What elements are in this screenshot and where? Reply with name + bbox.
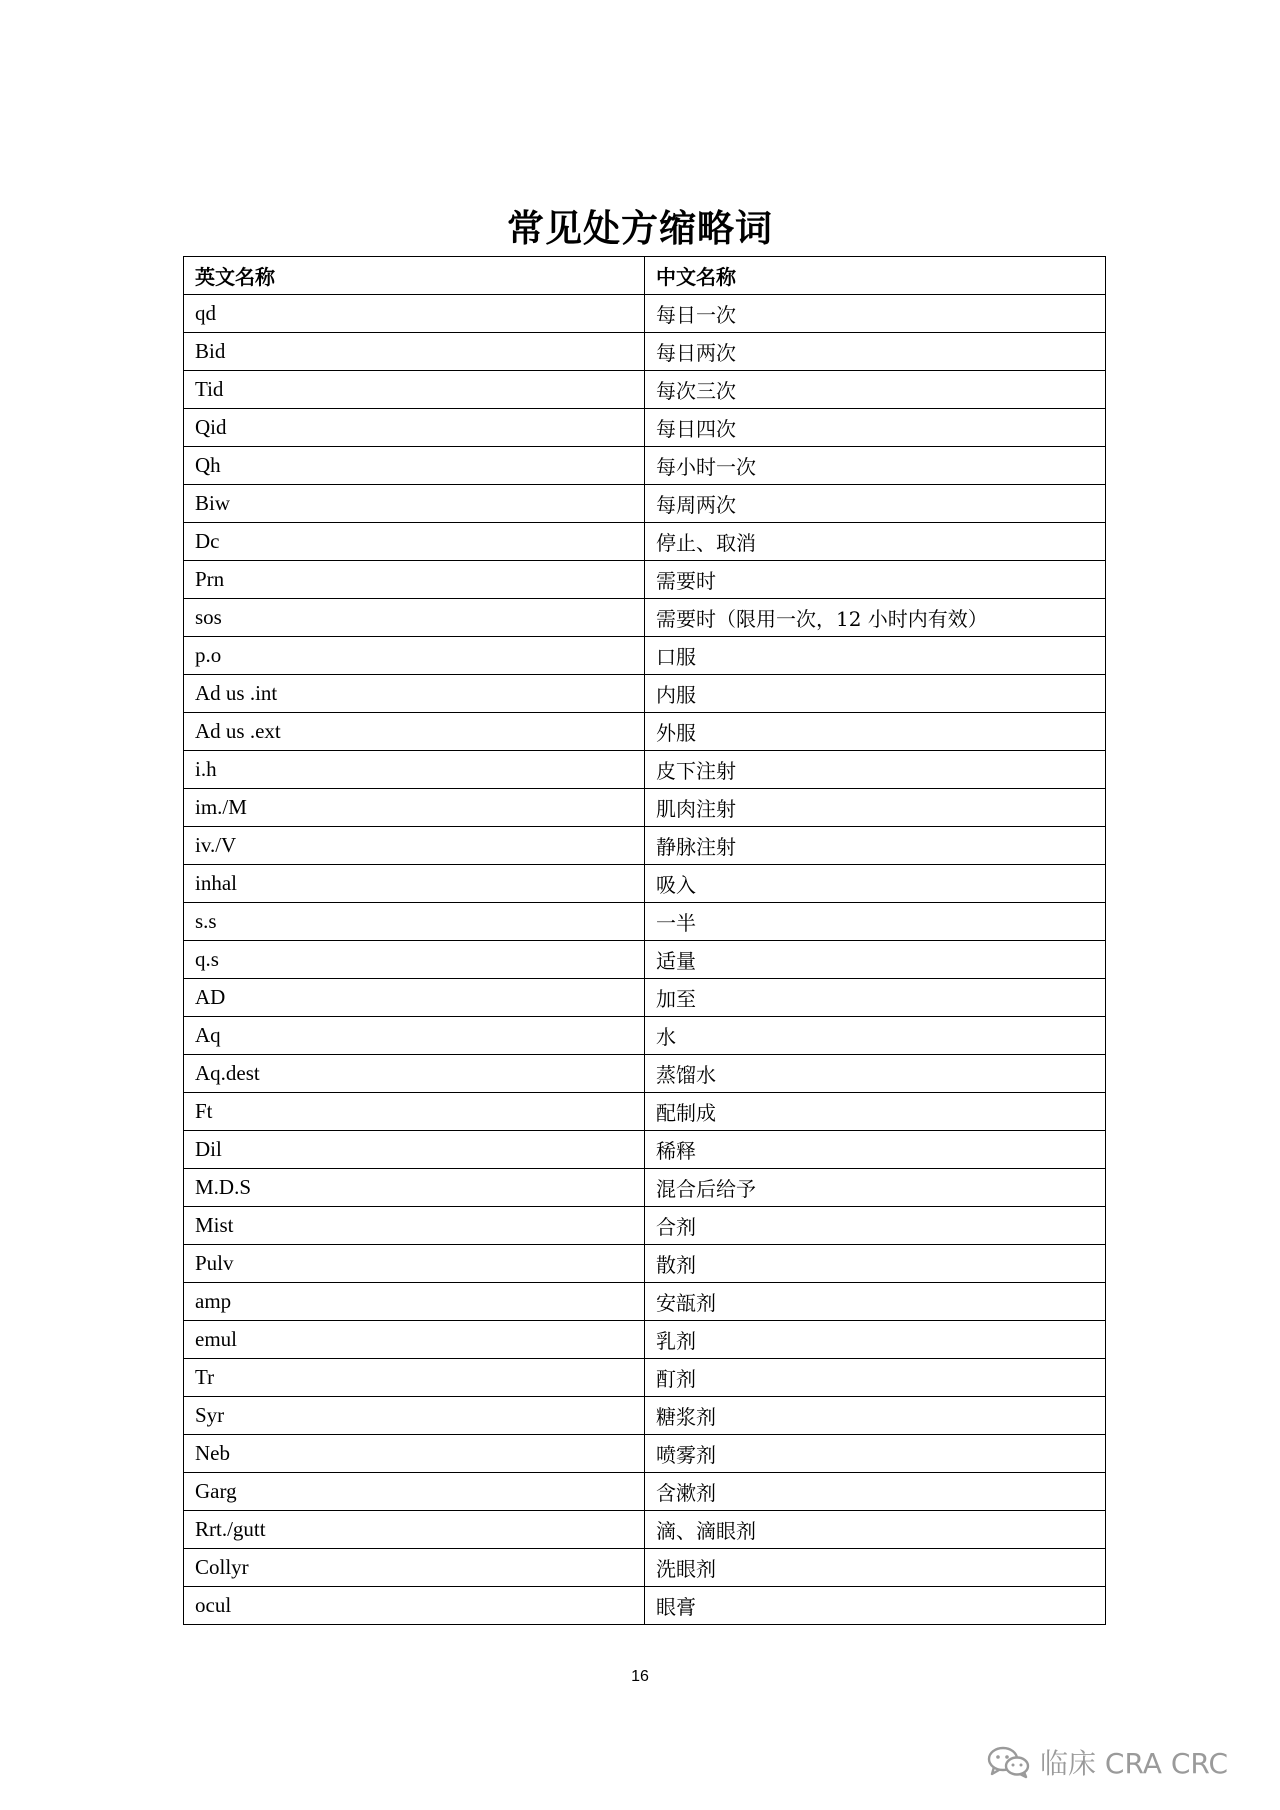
table-row — [184, 865, 1106, 903]
table-row — [184, 1017, 1106, 1055]
chinese-meaning-cell: 散剂 — [645, 1245, 1106, 1283]
chinese-meaning-cell: 喷雾剂 — [645, 1435, 1106, 1473]
english-abbreviation-cell: Bid — [184, 333, 645, 371]
table-row — [184, 523, 1106, 561]
english-abbreviation-cell: qd — [184, 295, 645, 333]
chinese-meaning-cell: 眼膏 — [645, 1587, 1106, 1625]
table-row — [184, 713, 1106, 751]
table-row — [184, 485, 1106, 523]
english-abbreviation-cell: Neb — [184, 1435, 645, 1473]
chinese-meaning-cell: 吸入 — [645, 865, 1106, 903]
chinese-meaning-cell: 每日一次 — [645, 295, 1106, 333]
english-abbreviation-cell: Tid — [184, 371, 645, 409]
chinese-meaning-cell: 静脉注射 — [645, 827, 1106, 865]
table-row — [184, 561, 1106, 599]
table-row — [184, 447, 1106, 485]
table-row — [184, 979, 1106, 1017]
table-row — [184, 789, 1106, 827]
english-abbreviation-cell: Pulv — [184, 1245, 645, 1283]
chinese-meaning-cell: 皮下注射 — [645, 751, 1106, 789]
english-abbreviation-cell: Dil — [184, 1131, 645, 1169]
english-abbreviation-cell: AD — [184, 979, 645, 1017]
chinese-meaning-cell: 需要时（限用一次，12 小时内有效） — [645, 599, 1106, 637]
page-title: 常见处方缩略词 — [507, 206, 773, 250]
table-row — [184, 1435, 1106, 1473]
table-header-row — [184, 257, 1106, 295]
english-abbreviation-cell: Ad us .ext — [184, 713, 645, 751]
table-row — [184, 1359, 1106, 1397]
chinese-meaning-cell: 蒸馏水 — [645, 1055, 1106, 1093]
chinese-meaning-cell: 每日两次 — [645, 333, 1106, 371]
english-abbreviation-cell: M.D.S — [184, 1169, 645, 1207]
chinese-meaning-cell: 加至 — [645, 979, 1106, 1017]
chinese-meaning-cell: 合剂 — [645, 1207, 1106, 1245]
table-row — [184, 1131, 1106, 1169]
english-abbreviation-cell: Rrt./gutt — [184, 1511, 645, 1549]
chinese-meaning-cell: 酊剂 — [645, 1359, 1106, 1397]
english-abbreviation-cell: Syr — [184, 1397, 645, 1435]
chinese-meaning-cell: 口服 — [645, 637, 1106, 675]
table-row — [184, 1473, 1106, 1511]
chinese-meaning-cell: 一半 — [645, 903, 1106, 941]
english-abbreviation-cell: amp — [184, 1283, 645, 1321]
english-abbreviation-cell: Garg — [184, 1473, 645, 1511]
chinese-meaning-cell: 每次三次 — [645, 371, 1106, 409]
table-row — [184, 333, 1106, 371]
english-abbreviation-cell: s.s — [184, 903, 645, 941]
english-abbreviation-cell: iv./V — [184, 827, 645, 865]
table-row — [184, 751, 1106, 789]
table-row — [184, 1283, 1106, 1321]
english-abbreviation-cell: Qid — [184, 409, 645, 447]
english-abbreviation-cell: Tr — [184, 1359, 645, 1397]
table-row — [184, 1169, 1106, 1207]
english-abbreviation-cell: Prn — [184, 561, 645, 599]
chinese-meaning-cell: 稀释 — [645, 1131, 1106, 1169]
table-row — [184, 1321, 1106, 1359]
chinese-meaning-cell: 含漱剂 — [645, 1473, 1106, 1511]
chinese-meaning-cell: 配制成 — [645, 1093, 1106, 1131]
table-row — [184, 1093, 1106, 1131]
english-abbreviation-cell: p.o — [184, 637, 645, 675]
chinese-meaning-cell: 乳剂 — [645, 1321, 1106, 1359]
chinese-meaning-cell: 每周两次 — [645, 485, 1106, 523]
chinese-meaning-cell: 需要时 — [645, 561, 1106, 599]
table-row — [184, 409, 1106, 447]
table-row — [184, 1207, 1106, 1245]
table-row — [184, 295, 1106, 333]
table-row — [184, 1055, 1106, 1093]
table-row — [184, 1511, 1106, 1549]
english-abbreviation-cell: ocul — [184, 1587, 645, 1625]
table-row — [184, 827, 1106, 865]
chinese-meaning-cell: 外服 — [645, 713, 1106, 751]
english-abbreviation-cell: Ft — [184, 1093, 645, 1131]
chinese-meaning-cell: 糖浆剂 — [645, 1397, 1106, 1435]
english-abbreviation-cell: im./M — [184, 789, 645, 827]
english-abbreviation-cell: sos — [184, 599, 645, 637]
english-abbreviation-cell: Aq — [184, 1017, 645, 1055]
table-row — [184, 941, 1106, 979]
wechat-icon — [986, 1745, 1032, 1779]
watermark — [986, 1740, 1228, 1784]
english-abbreviation-cell: q.s — [184, 941, 645, 979]
chinese-meaning-cell: 滴、滴眼剂 — [645, 1511, 1106, 1549]
table-row — [184, 1397, 1106, 1435]
abbreviation-table — [183, 256, 1106, 1625]
table-row — [184, 371, 1106, 409]
chinese-meaning-cell: 停止、取消 — [645, 523, 1106, 561]
english-abbreviation-cell: Qh — [184, 447, 645, 485]
chinese-meaning-cell: 肌肉注射 — [645, 789, 1106, 827]
table-row — [184, 1549, 1106, 1587]
english-abbreviation-cell: inhal — [184, 865, 645, 903]
chinese-meaning-cell: 洗眼剂 — [645, 1549, 1106, 1587]
header-english-name: 英文名称 — [184, 257, 645, 295]
english-abbreviation-cell: emul — [184, 1321, 645, 1359]
english-abbreviation-cell: Aq.dest — [184, 1055, 645, 1093]
table-row — [184, 637, 1106, 675]
table-row — [184, 675, 1106, 713]
english-abbreviation-cell: Ad us .int — [184, 675, 645, 713]
english-abbreviation-cell: Dc — [184, 523, 645, 561]
header-chinese-name: 中文名称 — [645, 257, 1106, 295]
page-number: 16 — [631, 1668, 649, 1685]
chinese-meaning-cell: 内服 — [645, 675, 1106, 713]
chinese-meaning-cell: 水 — [645, 1017, 1106, 1055]
english-abbreviation-cell: i.h — [184, 751, 645, 789]
table-body — [184, 295, 1106, 1625]
english-abbreviation-cell: Biw — [184, 485, 645, 523]
table-row — [184, 1587, 1106, 1625]
english-abbreviation-cell: Collyr — [184, 1549, 645, 1587]
chinese-meaning-cell: 每小时一次 — [645, 447, 1106, 485]
table-row — [184, 599, 1106, 637]
table-row — [184, 1245, 1106, 1283]
chinese-meaning-cell: 安瓿剂 — [645, 1283, 1106, 1321]
chinese-meaning-cell: 混合后给予 — [645, 1169, 1106, 1207]
english-abbreviation-cell: Mist — [184, 1207, 645, 1245]
chinese-meaning-cell: 每日四次 — [645, 409, 1106, 447]
chinese-meaning-cell: 适量 — [645, 941, 1106, 979]
table-row — [184, 903, 1106, 941]
watermark-text: 临床 CRA CRC — [1040, 1747, 1228, 1780]
